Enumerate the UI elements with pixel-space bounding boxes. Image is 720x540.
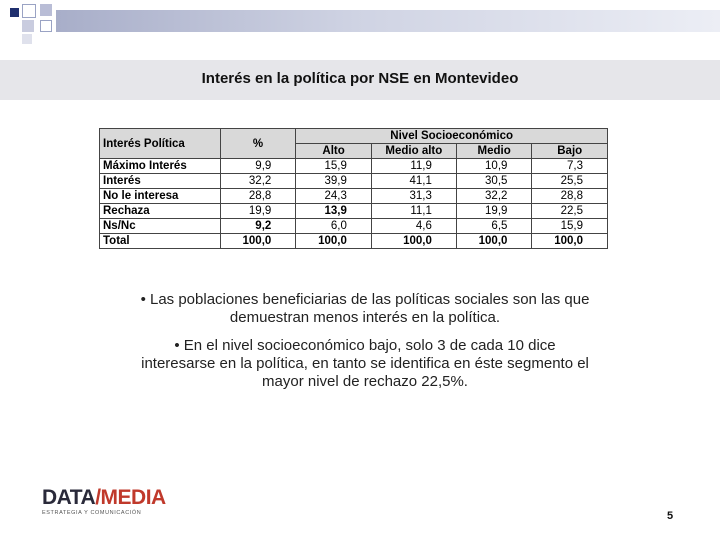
row-label: Interés (100, 174, 221, 189)
table-cell: 19,9 (220, 204, 296, 219)
table-cell: 39,9 (296, 174, 372, 189)
table-cell: 100,0 (220, 234, 296, 249)
header-gradient-bar (56, 10, 720, 32)
table-cell: 28,8 (532, 189, 608, 204)
table-cell: 7,3 (532, 159, 608, 174)
table-cell: 41,1 (371, 174, 456, 189)
table-row (100, 189, 608, 204)
table-cell: 30,5 (456, 174, 532, 189)
table-header-row (100, 129, 608, 144)
table-cell: 15,9 (296, 159, 372, 174)
table-cell: 100,0 (456, 234, 532, 249)
bullet-point: • En el nivel socioeconómico bajo, solo 3 de cada 10 dice interesarse en la política, en tanto se identifica en éste segmento el mayor nivel de rechazo 22,5%. (141, 337, 589, 390)
table-cell: 15,9 (532, 219, 608, 234)
row-label: Ns/Nc (100, 219, 221, 234)
bullet-point: • Las poblaciones beneficiarias de las políticas sociales son las que demuestran menos interés en la política. (140, 291, 590, 326)
logo-tagline: ESTRATEGIA Y COMUNICACIÓN (42, 510, 142, 516)
slide-title: Interés en la política por NSE en Montevideo (201, 70, 519, 87)
bullet-list (140, 291, 590, 401)
decor-square (22, 20, 34, 32)
decor-square (22, 4, 36, 18)
table-cell: 6,0 (296, 219, 372, 234)
table-row (100, 174, 608, 189)
datamedia-logo (42, 487, 182, 517)
table-cell: 100,0 (532, 234, 608, 249)
corner-header: Interés Política (100, 129, 221, 159)
table-cell: 19,9 (456, 204, 532, 219)
table-cell: 9,2 (220, 219, 296, 234)
column-header: % (220, 129, 296, 159)
table-cell: 100,0 (296, 234, 372, 249)
logo-part-data: DATA (42, 486, 96, 509)
page-number: 5 (667, 510, 674, 522)
table-cell: 6,5 (456, 219, 532, 234)
decor-square (10, 8, 19, 17)
table-cell: 100,0 (371, 234, 456, 249)
table-cell: 32,2 (456, 189, 532, 204)
row-label: Máximo Interés (100, 159, 221, 174)
row-label: Total (100, 234, 221, 249)
table-cell: 4,6 (371, 219, 456, 234)
nse-table (99, 128, 608, 249)
table-cell: 22,5 (532, 204, 608, 219)
row-label: No le interesa (100, 189, 221, 204)
column-header: Medio (456, 144, 532, 159)
decor-square (40, 4, 52, 16)
table-cell: 24,3 (296, 189, 372, 204)
group-header: Nivel Socioeconómico (296, 129, 608, 144)
table-row (100, 204, 608, 219)
table-cell: 32,2 (220, 174, 296, 189)
table-cell: 25,5 (532, 174, 608, 189)
table-cell: 31,3 (371, 189, 456, 204)
table-cell: 28,8 (220, 189, 296, 204)
decor-square (40, 20, 52, 32)
logo-part-media: /MEDIA (95, 486, 166, 509)
row-label: Rechaza (100, 204, 221, 219)
table-row-total (100, 234, 608, 249)
table-cell: 13,9 (296, 204, 372, 219)
table-cell: 11,1 (371, 204, 456, 219)
table-row (100, 159, 608, 174)
column-header: Medio alto (371, 144, 456, 159)
table-cell: 9,9 (220, 159, 296, 174)
logo-wordmark (42, 487, 182, 509)
table-cell: 10,9 (456, 159, 532, 174)
table-cell: 11,9 (371, 159, 456, 174)
column-header: Alto (296, 144, 372, 159)
decor-square (22, 34, 32, 44)
table-row (100, 219, 608, 234)
column-header: Bajo (532, 144, 608, 159)
